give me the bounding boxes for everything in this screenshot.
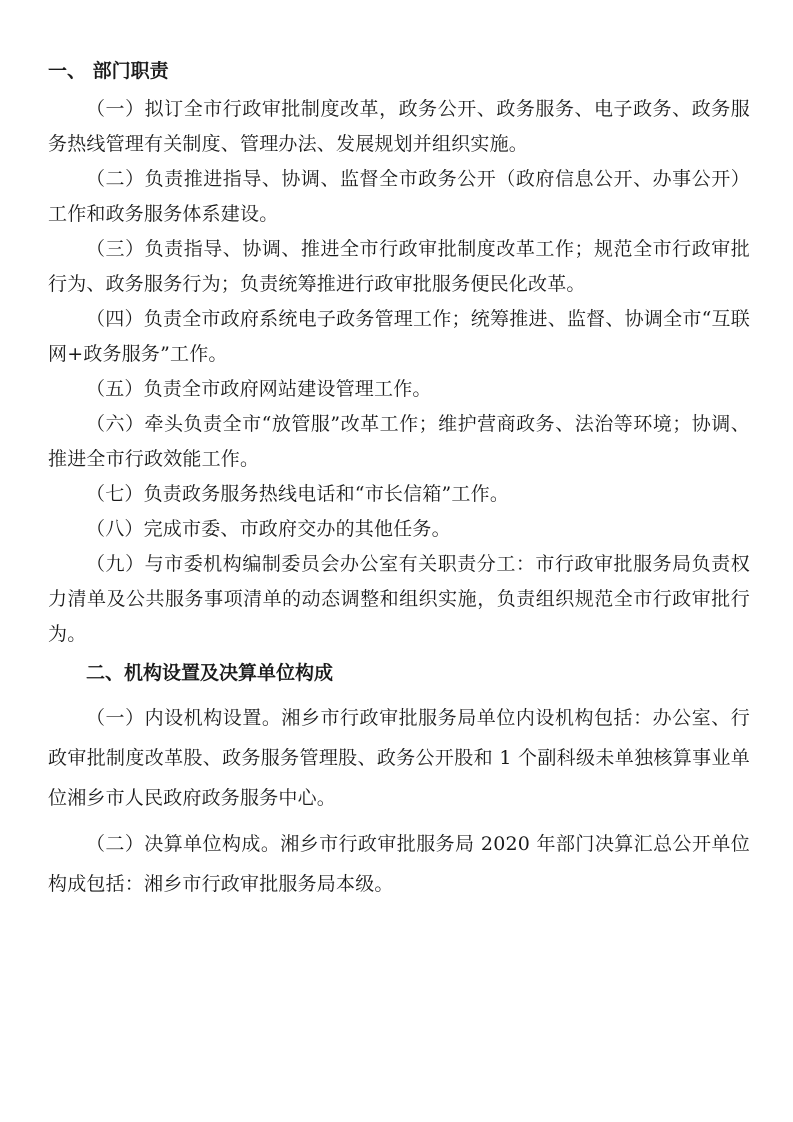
duty-item-7: （七）负责政务服务热线电话和“市长信箱”工作。 — [86, 483, 510, 505]
duty-item-4: （四）负责全市政府系统电子政务管理工作；统筹推进、监督、协调全市“互联网+政务服务”工作。 — [48, 308, 750, 365]
duty-item-5: （五）负责全市政府网站建设管理工作。 — [86, 378, 432, 400]
duty-item-1: （一）拟订全市行政审批制度改革，政务公开、政务服务、电子政务、政务服务热线管理有关制度、管理办法、发展规划并组织实施。 — [48, 98, 750, 155]
duty-item-9: （九）与市委机构编制委员会办公室有关职责分工：市行政审批服务局负责权力清单及公共服务事项清单的动态调整和组织实施，负责组织规范全市行政审批行为。 — [48, 553, 750, 645]
duty-item-8: （八）完成市委、市政府交办的其他任务。 — [86, 518, 451, 540]
duty-item-6: （六）牵头负责全市“放管服”改革工作；维护营商政务、法治等环境；协调、推进全市行政效能工作。 — [48, 413, 750, 470]
org-item-1: （一）内设机构设置。湘乡市行政审批服务局单位内设机构包括：办公室、行政审批制度改革股、政务服务管理股、政务公开股和 1 个副科级未单独核算事业单位湘乡市人民政府政务服务中心。 — [48, 707, 750, 809]
section-heading-organization: 二、机构设置及决算单位构成 — [86, 662, 334, 684]
duty-item-3: （三）负责指导、协调、推进全市行政审批制度改革工作；规范全市行政审批行为、政务服务行为；负责统筹推进行政审批服务便民化改革。 — [48, 238, 750, 295]
section-heading-duties: 一、 部门职责 — [48, 60, 169, 82]
duty-item-2: （二）负责推进指导、协调、监督全市政务公开（政府信息公开、办事公开）工作和政务服务体系建设。 — [48, 168, 750, 225]
org-item-2: （二）决算单位构成。湘乡市行政审批服务局 2020 年部门决算汇总公开单位构成包括：湘乡市行政审批服务局本级。 — [48, 833, 750, 895]
document-page — [48, 52, 750, 904]
